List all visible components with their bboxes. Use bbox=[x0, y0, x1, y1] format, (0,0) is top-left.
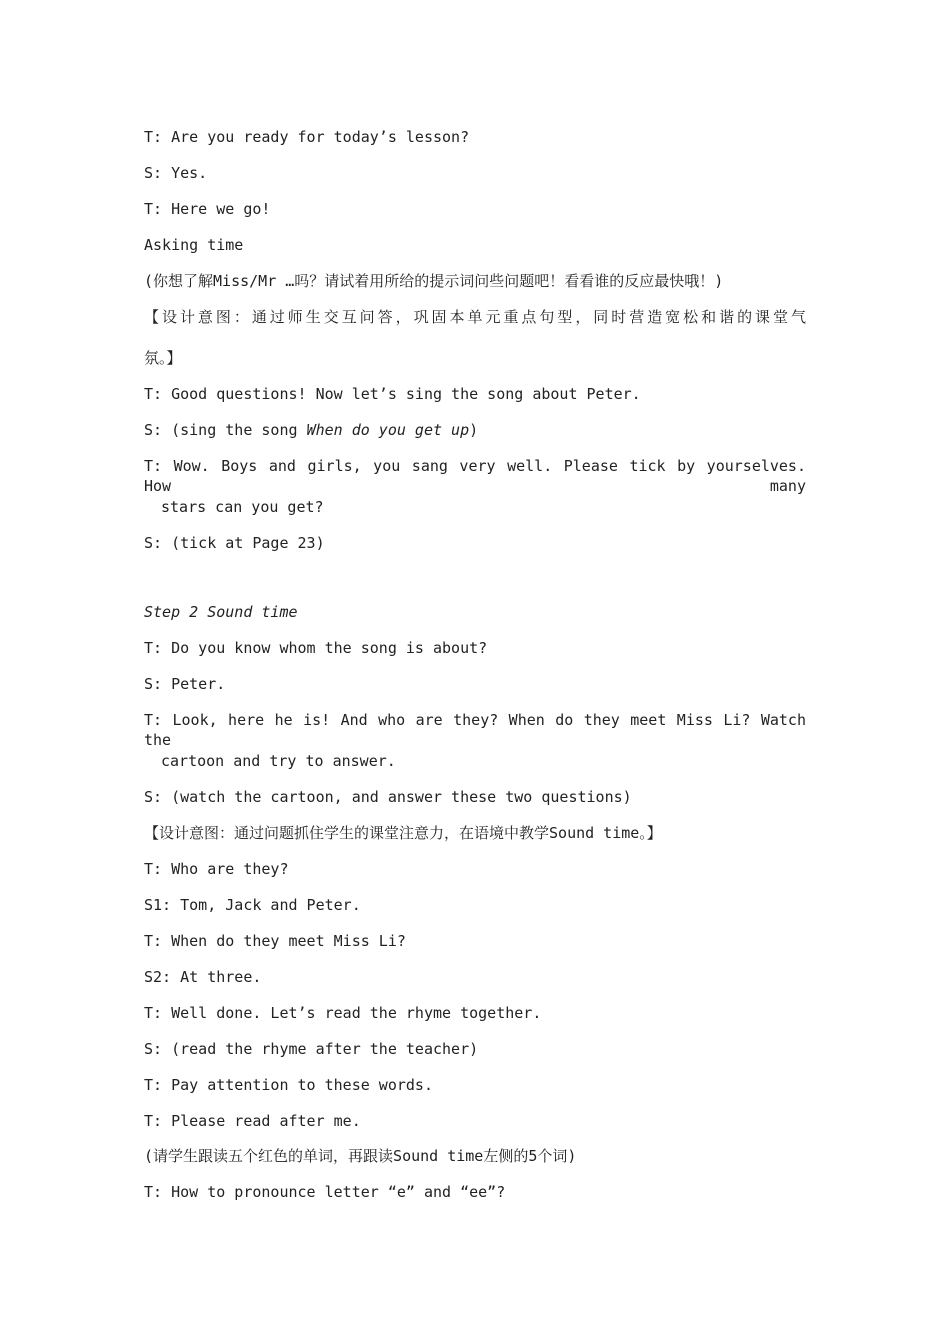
dialogue-text: ) bbox=[469, 421, 479, 439]
dialogue-line: T: Are you ready for today’s lesson? bbox=[144, 128, 470, 146]
dialogue-line: T: Look, here he is! And who are they? When do they meet Miss Li? Watch the bbox=[144, 711, 806, 749]
dialogue-line: T: Wow. Boys and girls, you sang very well. Please tick by yourselves. How many bbox=[144, 457, 806, 495]
dialogue-line: T: When do they meet Miss Li? bbox=[144, 932, 406, 950]
dialogue-line: S1: Tom, Jack and Peter. bbox=[144, 896, 361, 914]
step-heading: Step 2 Sound time bbox=[144, 603, 298, 621]
dialogue-line: T: Good questions! Now let’s sing the song about Peter. bbox=[144, 385, 641, 403]
dialogue-line: T: Pay attention to these words. bbox=[144, 1076, 433, 1094]
dialogue-line-continued: stars can you get? bbox=[161, 498, 324, 516]
instruction-note: (你想了解Miss/Mr …吗？请试着用所给的提示词问些问题吧！看看谁的反应最快哦！) bbox=[144, 272, 724, 290]
dialogue-line: T: Well done. Let’s read the rhyme together. bbox=[144, 1004, 542, 1022]
dialogue-line: S: (read the rhyme after the teacher) bbox=[144, 1040, 479, 1058]
design-intent-note: 【设计意图：通过问题抓住学生的课堂注意力，在语境中教学Sound time。】 bbox=[144, 824, 662, 842]
design-intent-note-end: 氛。】 bbox=[144, 349, 182, 367]
section-label: Asking time bbox=[144, 236, 244, 254]
dialogue-line: T: Here we go! bbox=[144, 200, 271, 218]
dialogue-line: S: Peter. bbox=[144, 675, 226, 693]
dialogue-line: T: Please read after me. bbox=[144, 1112, 361, 1130]
dialogue-line-continued: cartoon and try to answer. bbox=[161, 752, 396, 770]
dialogue-text: S: (sing the song bbox=[144, 421, 307, 439]
design-intent-note: 【设计意图：通过师生交互问答，巩固本单元重点句型，同时营造宽松和谐的课堂气 bbox=[144, 308, 806, 326]
dialogue-line bbox=[144, 420, 478, 440]
instruction-note: (请学生跟读五个红色的单词，再跟读Sound time左侧的5个词) bbox=[144, 1147, 577, 1165]
dialogue-line: T: How to pronounce letter “e” and “ee”? bbox=[144, 1183, 506, 1201]
song-title: When do you get up bbox=[306, 421, 470, 439]
dialogue-line: S: Yes. bbox=[144, 164, 208, 182]
dialogue-line: T: Do you know whom the song is about? bbox=[144, 639, 488, 657]
dialogue-line: T: Who are they? bbox=[144, 860, 289, 878]
dialogue-line: S: (tick at Page 23) bbox=[144, 534, 325, 552]
dialogue-line: S2: At three. bbox=[144, 968, 262, 986]
dialogue-line: S: (watch the cartoon, and answer these two questions) bbox=[144, 788, 632, 806]
